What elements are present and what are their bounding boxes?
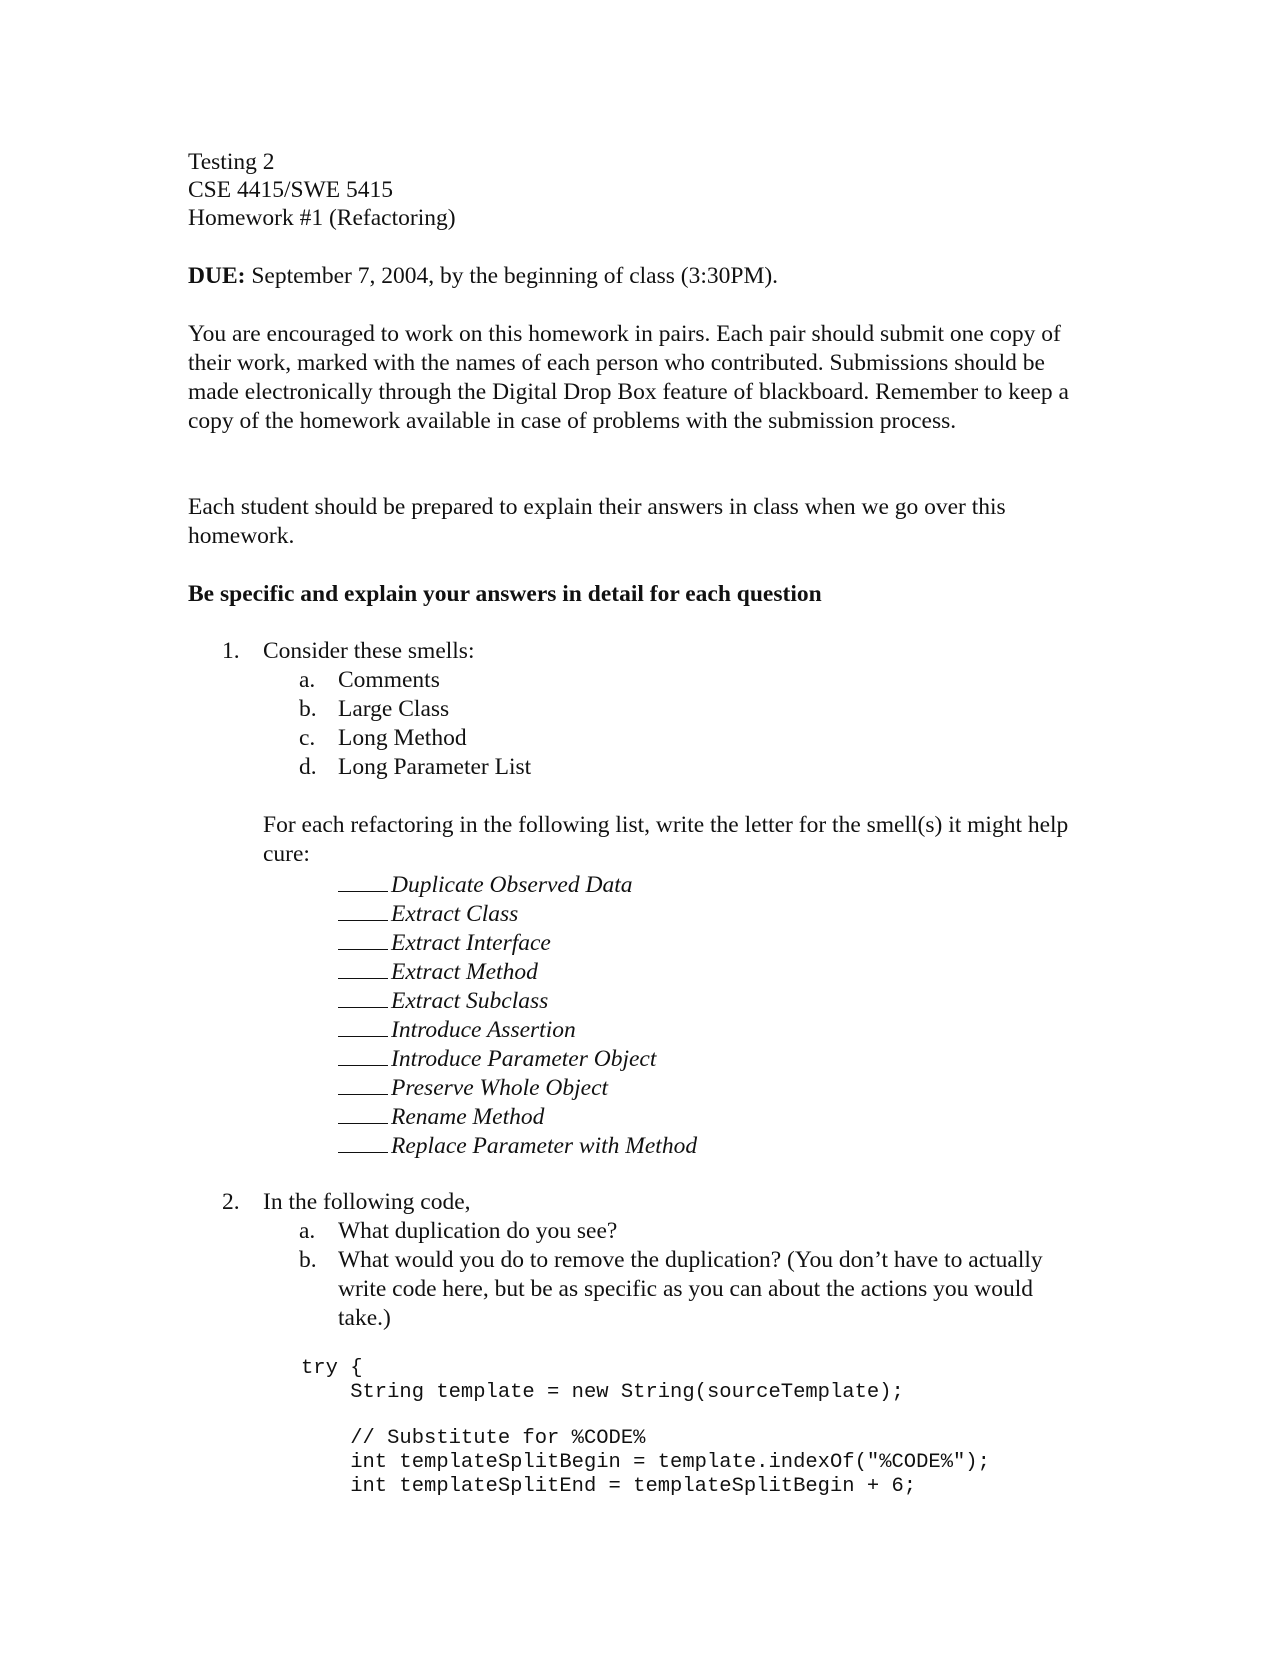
- refactoring-item: [338, 956, 538, 987]
- refactoring-name: Duplicate Observed Data: [391, 872, 633, 898]
- question2-part-text: What would you do to remove the duplication? (You don’t have to actually write code here, but be as specific as you can about the actions you would take.): [338, 1247, 1043, 1331]
- instruction-heading: Be specific and explain your answers in detail for each question: [188, 581, 822, 607]
- refactoring-name: Extract Method: [391, 959, 538, 985]
- refactoring-name: Replace Parameter with Method: [391, 1133, 698, 1159]
- question2-part-letter: b.: [299, 1247, 317, 1273]
- intro-paragraph: You are encouraged to work on this homework in pairs. Each pair should submit one copy of their work, marked with the names of each person who contributed. Submissions should be made electronically through the Digital Drop Box feature of blackboard. Remember to keep a copy of the homework available in case of problems with the submission process.: [188, 321, 1069, 434]
- smell-item: Large Class: [338, 696, 450, 722]
- refactoring-item: [338, 1043, 656, 1074]
- question1-text: Consider these smells:: [263, 638, 475, 664]
- code-line: int templateSplitEnd = templateSplitBegin + 6;: [301, 1475, 917, 1498]
- question2-part-letter: a.: [299, 1218, 316, 1244]
- smell-item: Long Method: [338, 725, 467, 751]
- smell-letter: d.: [299, 754, 317, 780]
- header-course-code: CSE 4415/SWE 5415: [188, 177, 393, 203]
- answer-blank[interactable]: [338, 1072, 388, 1095]
- code-line: [301, 1405, 990, 1427]
- refactoring-name: Preserve Whole Object: [391, 1075, 609, 1101]
- header-assignment-title: Homework #1 (Refactoring): [188, 205, 456, 231]
- code-line: try {: [301, 1357, 363, 1380]
- answer-blank[interactable]: [338, 1014, 388, 1037]
- question2-part-text: What duplication do you see?: [338, 1218, 618, 1244]
- due-line: [188, 262, 778, 291]
- code-line: // Substitute for %CODE%: [301, 1427, 646, 1450]
- code-line: int templateSplitBegin = template.indexOf("%CODE%");: [301, 1451, 990, 1474]
- due-text: September 7, 2004, by the beginning of class (3:30PM).: [245, 263, 779, 289]
- code-line: String template = new String(sourceTemplate);: [301, 1381, 904, 1404]
- answer-blank[interactable]: [338, 1130, 388, 1153]
- refactoring-item: [338, 869, 632, 900]
- answer-blank[interactable]: [338, 1043, 388, 1066]
- answer-blank[interactable]: [338, 985, 388, 1008]
- code-block: [301, 1357, 990, 1499]
- answer-blank[interactable]: [338, 1101, 388, 1124]
- smell-letter: b.: [299, 696, 317, 722]
- smell-letter: a.: [299, 667, 316, 693]
- smell-item: Long Parameter List: [338, 754, 532, 780]
- answer-blank[interactable]: [338, 869, 388, 892]
- refactoring-name: Extract Interface: [391, 930, 551, 956]
- refactoring-name: Rename Method: [391, 1104, 545, 1130]
- answer-blank[interactable]: [338, 927, 388, 950]
- header-course-title: Testing 2: [188, 149, 275, 175]
- smell-item: Comments: [338, 667, 440, 693]
- refactoring-name: Introduce Parameter Object: [391, 1046, 657, 1072]
- refactoring-item: [338, 1072, 608, 1103]
- refactoring-item: [338, 1130, 697, 1161]
- question2-text: In the following code,: [263, 1189, 471, 1215]
- question1-followup: For each refactoring in the following list, write the letter for the smell(s) it might help cure:: [263, 812, 1069, 867]
- refactoring-item: [338, 898, 518, 929]
- refactoring-name: Extract Subclass: [391, 988, 549, 1014]
- answer-blank[interactable]: [338, 956, 388, 979]
- refactoring-item: [338, 1014, 576, 1045]
- refactoring-name: Introduce Assertion: [391, 1017, 576, 1043]
- smell-letter: c.: [299, 725, 316, 751]
- refactoring-name: Extract Class: [391, 901, 519, 927]
- answer-blank[interactable]: [338, 898, 388, 921]
- question1-number: 1.: [222, 638, 240, 664]
- refactoring-item: [338, 927, 551, 958]
- refactoring-item: [338, 1101, 544, 1132]
- refactoring-item: [338, 985, 548, 1016]
- question2-number: 2.: [222, 1189, 240, 1215]
- due-label: DUE:: [188, 263, 246, 289]
- prepare-paragraph: Each student should be prepared to explain their answers in class when we go over this homework.: [188, 494, 1006, 549]
